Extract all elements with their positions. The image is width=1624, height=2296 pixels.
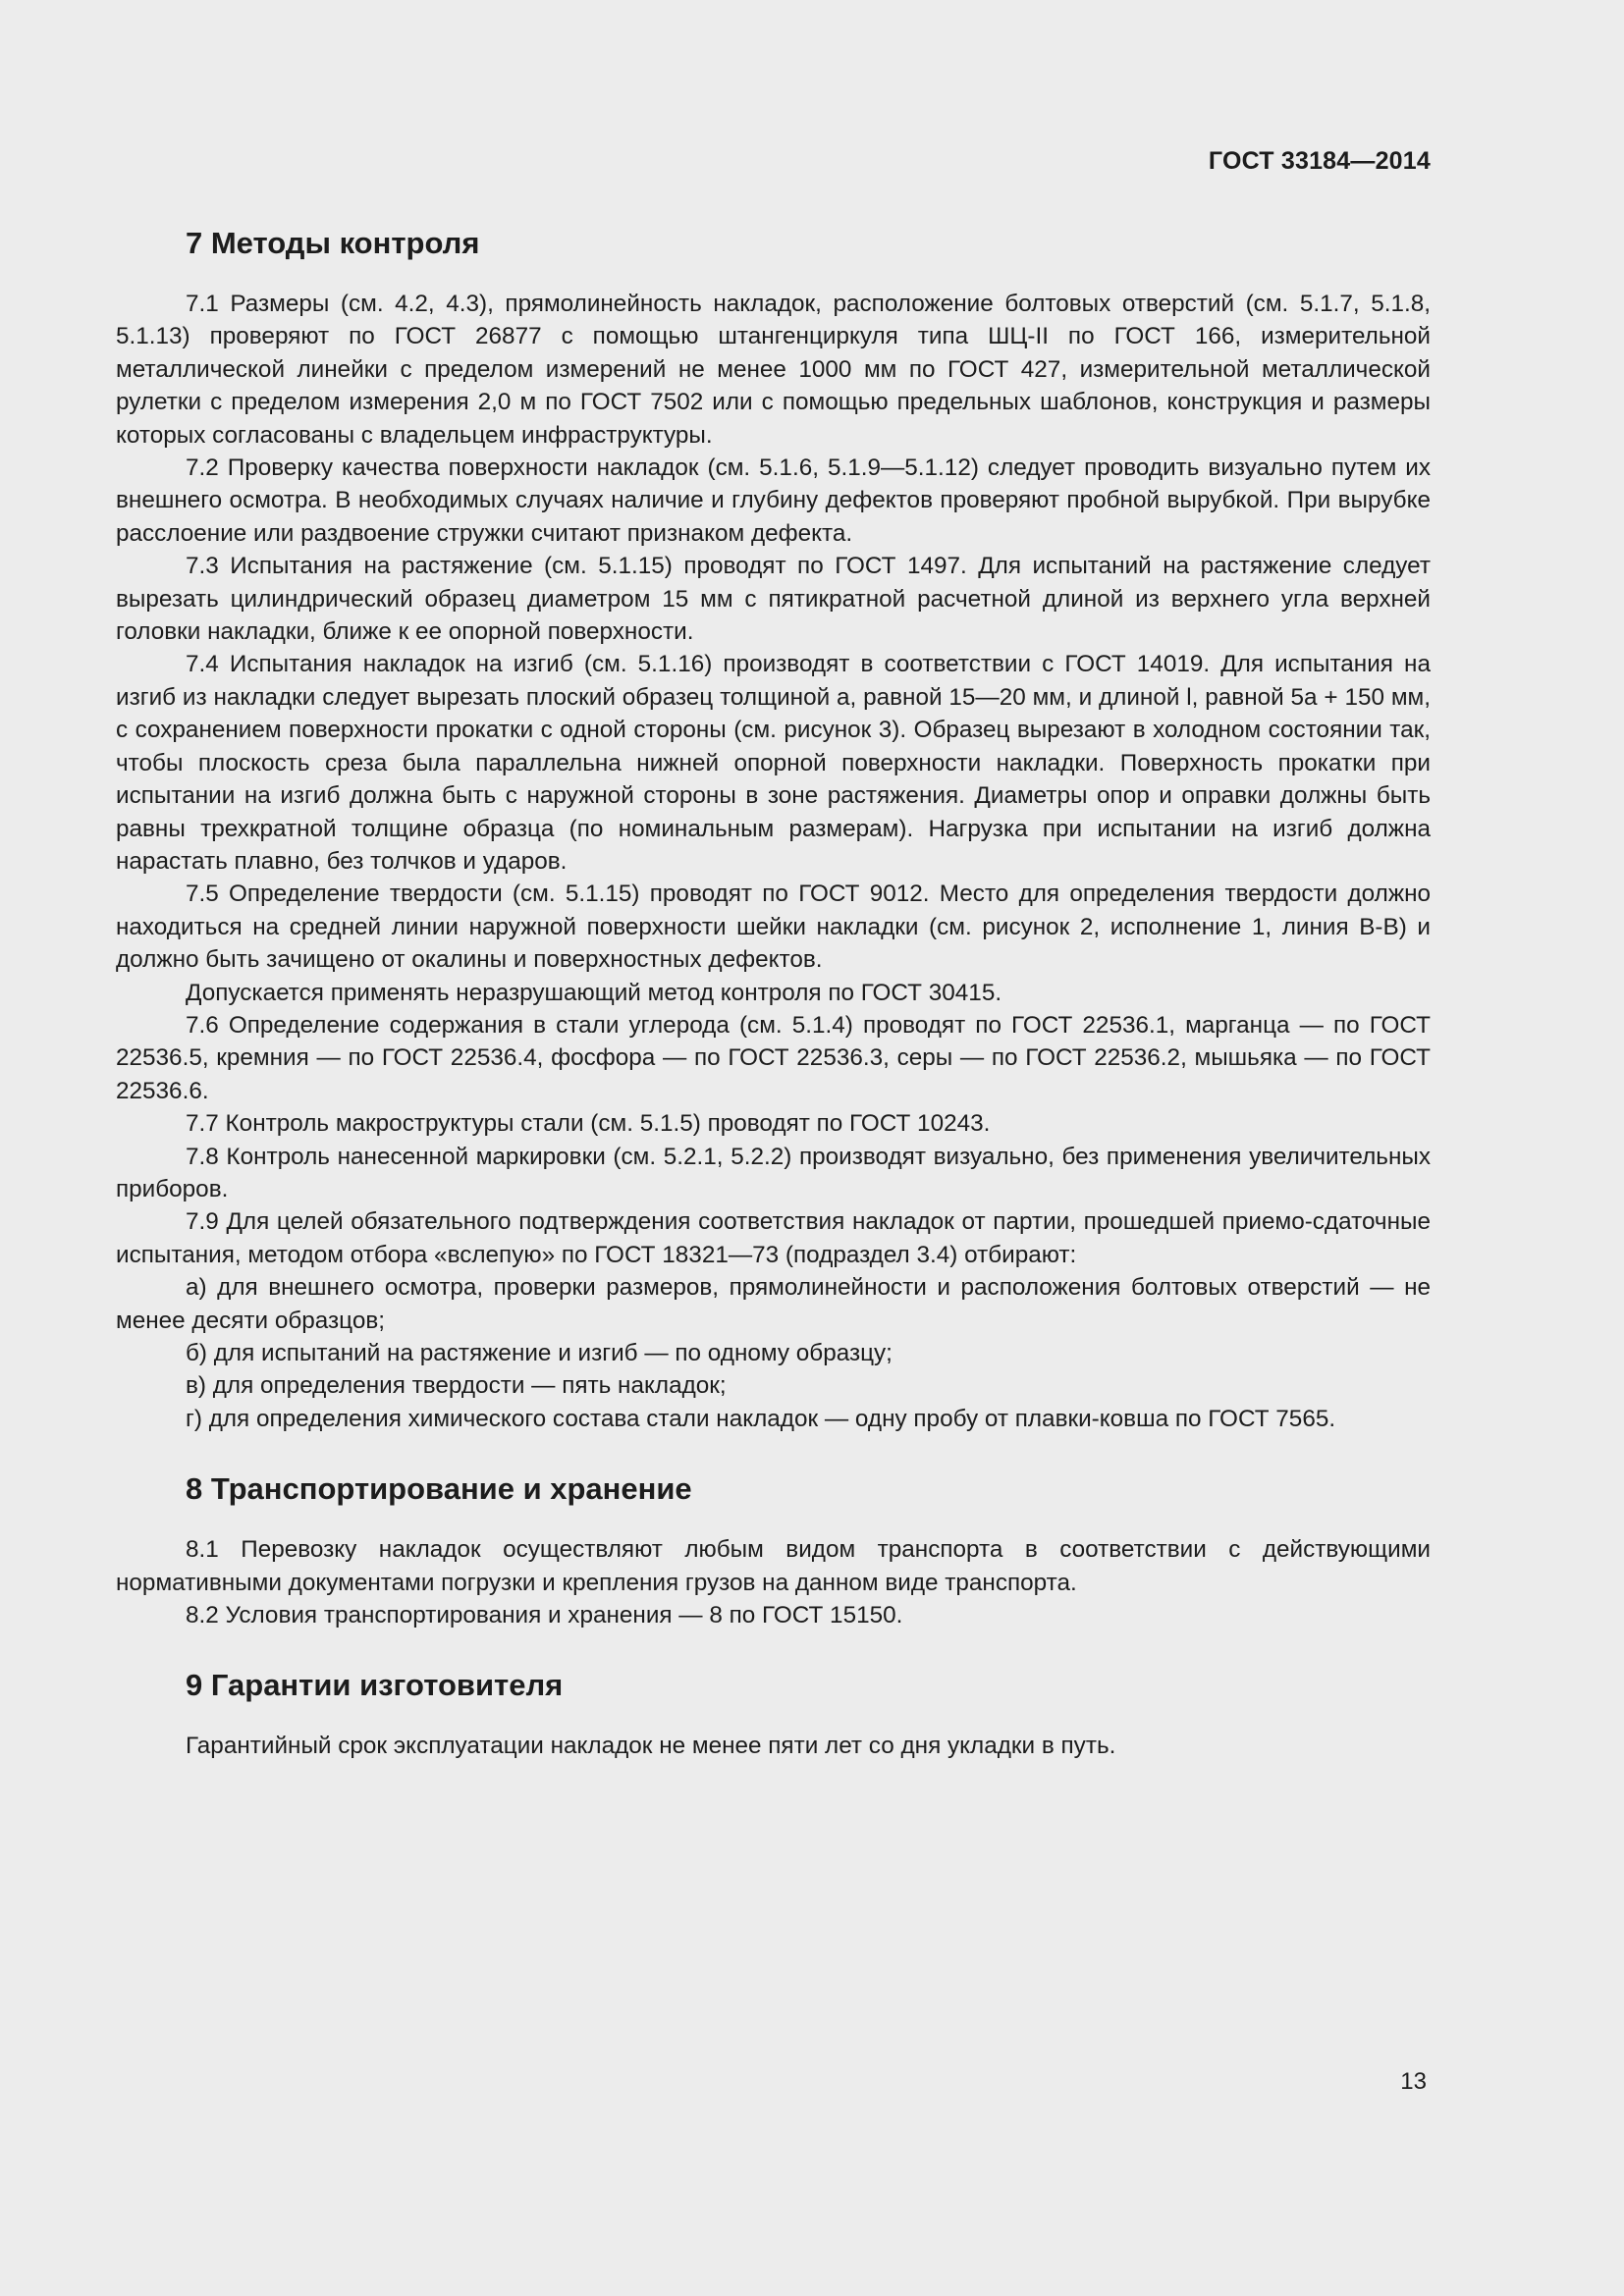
paragraph-7-9: 7.9 Для целей обязательного подтверждения соответствия накладок от партии, прошедшей приемо-сдаточные испытания, методом отбора «вслепую» по ГОСТ 18321—73 (подраздел 3.4) отбирают: [116, 1208, 1431, 1268]
paragraph-8-2: 8.2 Условия транспортирования и хранения — 8 по ГОСТ 15150. [186, 1602, 903, 1629]
paragraph-7-7: 7.7 Контроль макроструктуры стали (см. 5.1.5) проводят по ГОСТ 10243. [186, 1110, 991, 1138]
section-9-title: 9 Гарантии изготовителя [186, 1668, 564, 1703]
paragraph-7-9-d: г) для определения химического состава стали накладок — одну пробу от плавки-ковша по ГОСТ 7565. [186, 1405, 1336, 1432]
paragraph-7-6: 7.6 Определение содержания в стали углерода (см. 5.1.4) проводят по ГОСТ 22536.1, марганца — по ГОСТ 22536.5, кремния — по ГОСТ 22536.4, фосфора — по ГОСТ 22536.3, серы — по ГОСТ 22536.2, мышьяка — по ГОСТ 22536.6. [116, 1011, 1431, 1104]
paragraph-7-3: 7.3 Испытания на растяжение (см. 5.1.15) проводят по ГОСТ 1497. Для испытаний на растяжение следует вырезать цилиндрический образец диаметром 15 мм с пятикратной расчетной длиной из верхнего угла верхней головки накладки, ближе к ее опорной поверхности. [116, 553, 1431, 646]
paragraph-7-9-b: б) для испытаний на растяжение и изгиб — по одному образцу; [186, 1340, 893, 1366]
section-7-title: 7 Методы контроля [186, 226, 480, 260]
page-number: 13 [1400, 2068, 1427, 2095]
paragraph-7-9-a: а) для внешнего осмотра, проверки размеров, прямолинейности и расположения болтовых отверстий — не менее десяти образцов; [116, 1274, 1431, 1334]
paragraph-7-1: 7.1 Размеры (см. 4.2, 4.3), прямолинейность накладок, расположение болтовых отверстий (см. 5.1.7, 5.1.8, 5.1.13) проверяют по ГОСТ 26877 с помощью штангенциркуля типа ШЦ-II по ГОСТ 166, измерительной металлической линейки с пределом измерений не менее 1000 мм по ГОСТ 427, измерительной металлической рулетки с пределом измерения 2,0 м по ГОСТ 7502 или с помощью предельных шаблонов, конструкция и размеры которых согласованы с владельцем инфраструктуры. [116, 291, 1431, 449]
section-8-title: 8 Транспортирование и хранение [186, 1471, 692, 1507]
page-content [116, 224, 1431, 1763]
paragraph-7-9-c: в) для определения твердости — пять накладок; [186, 1372, 727, 1400]
paragraph-7-8: 7.8 Контроль нанесенной маркировки (см. 5.2.1, 5.2.2) производят визуально, без применения увеличительных приборов. [116, 1143, 1431, 1202]
paragraph-7-2: 7.2 Проверку качества поверхности накладок (см. 5.1.6, 5.1.9—5.1.12) следует проводить визуально путем их внешнего осмотра. В необходимых случаях наличие и глубину дефектов проверяют пробной вырубкой. При вырубке расслоение или раздвоение стружки считают признаком дефекта. [116, 454, 1431, 547]
document-code: ГОСТ 33184—2014 [1208, 147, 1431, 175]
paragraph-7-4: 7.4 Испытания накладок на изгиб (см. 5.1.16) производят в соответствии с ГОСТ 14019. Для испытания на изгиб из накладки следует вырезать плоский образец толщиной a, равной 15—20 мм, и длиной l, равной 5a + 150 мм, с сохранением поверхности прокатки с одной стороны (см. рисунок 3). Образец вырезают в холодном состоянии так, чтобы плоскость среза была параллельна нижней опорной поверхности накладки. Поверхность прокатки при испытании на изгиб должна быть с наружной стороны в зоне растяжения. Диаметры опор и оправки должны быть равны трехкратной толщине образца (по номинальным размерам). Нагрузка при испытании на изгиб должна нарастать плавно, без толчков и ударов. [116, 651, 1431, 875]
paragraph-7-5: 7.5 Определение твердости (см. 5.1.15) проводят по ГОСТ 9012. Место для определения твердости должно находиться на средней линии наружной поверхности шейки накладки (см. рисунок 2, исполнение 1, линия В-В) и должно быть зачищено от окалины и поверхностных дефектов. [116, 881, 1431, 974]
paragraph-9-1: Гарантийный срок эксплуатации накладок не менее пяти лет со дня укладки в путь. [186, 1733, 1116, 1760]
paragraph-7-5-note: Допускается применять неразрушающий метод контроля по ГОСТ 30415. [186, 979, 1002, 1006]
paragraph-8-1: 8.1 Перевозку накладок осуществляют любым видом транспорта в соответствии с действующими нормативными документами погрузки и крепления грузов на данном виде транспорта. [116, 1536, 1431, 1596]
